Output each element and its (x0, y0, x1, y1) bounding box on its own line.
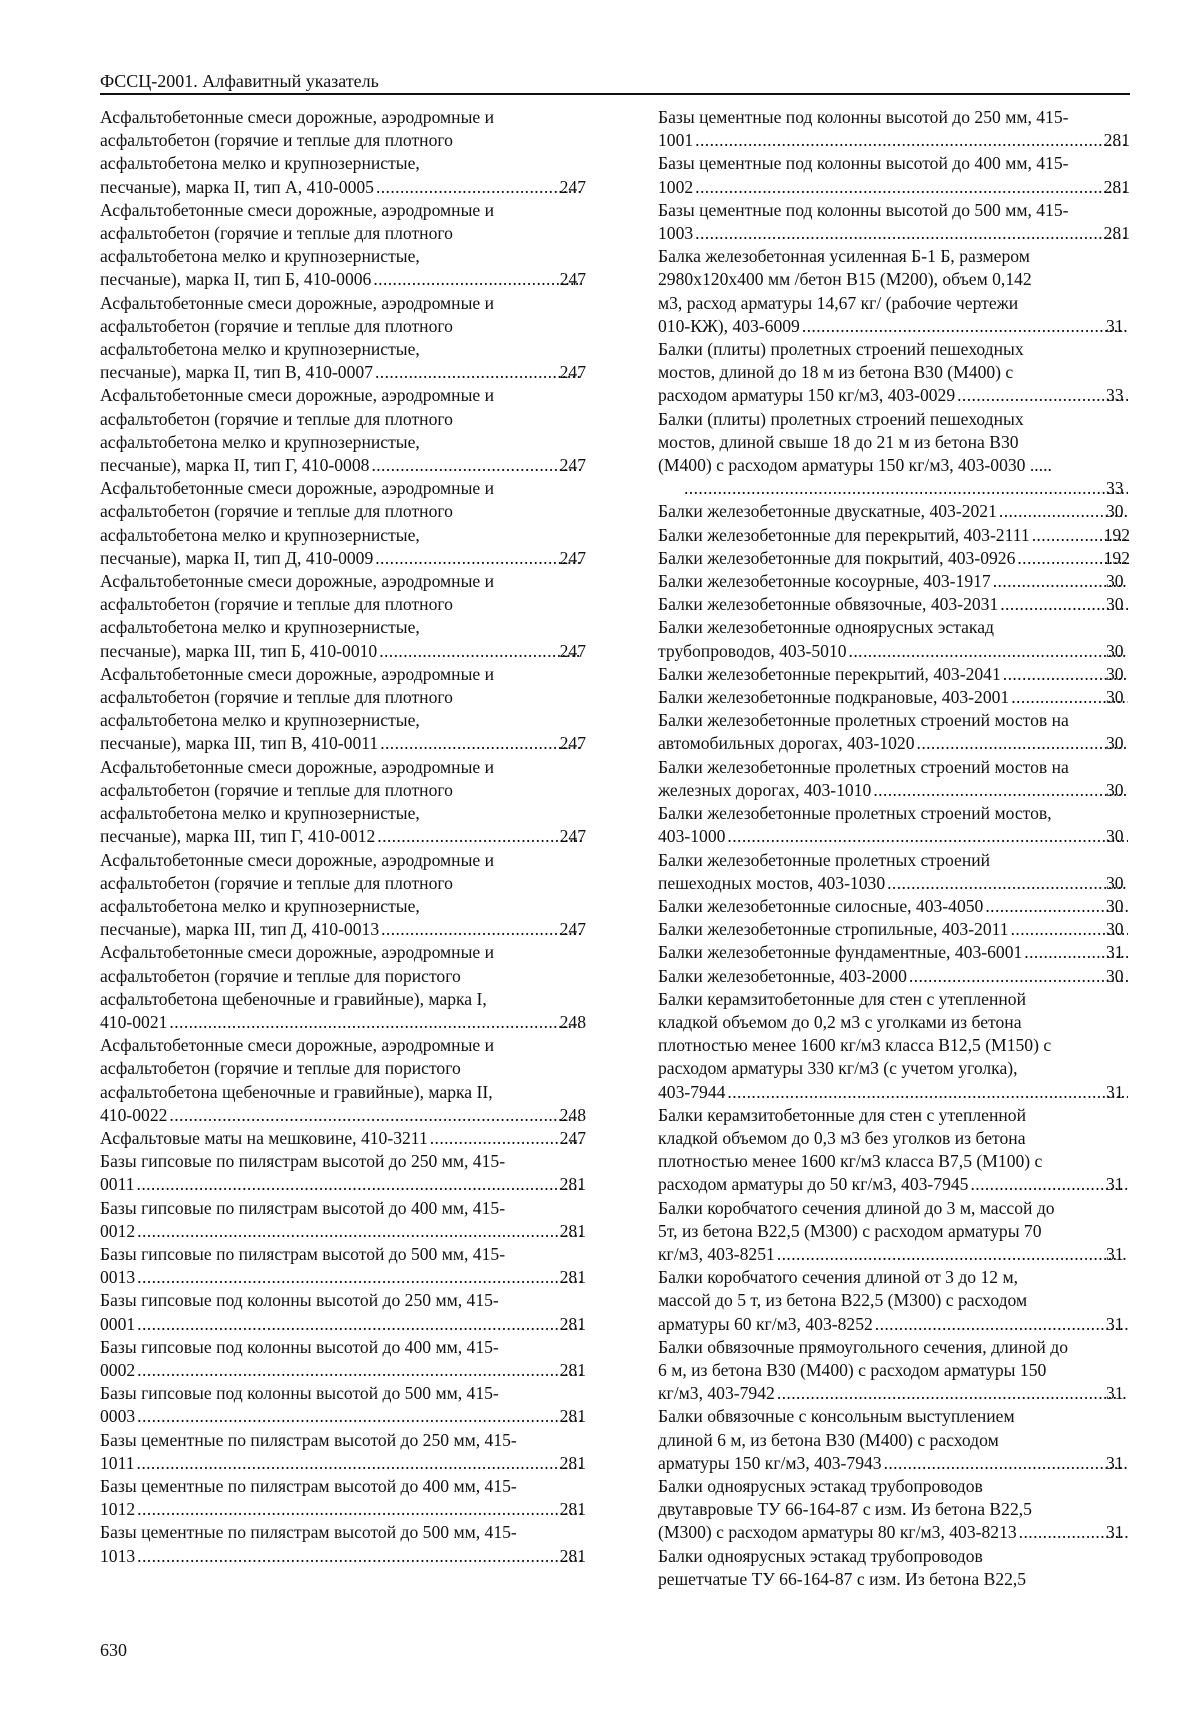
index-entry: Балки керамзитобетонные для стен с утепленной кладкой объемом до 0,2 м3 с уголками из бетона плотностью менее 1600 кг/м3 класса В12,5 (М150) с расходом арматуры 330 кг/м3 (с учетом уголка), 403-7944 . . . 31 (658, 988, 1130, 1104)
index-entry: Балки обвязочные прямоугольного сечения, длиной до 6 м, из бетона В30 (М400) с расходом арматуры 150 кг/м3, 403-7942 . . . 31 (658, 1336, 1130, 1406)
entry-text: 403-1000 (658, 826, 726, 847)
entry-text: 5т, из бетона В22,5 (М300) с расходом арматуры 70 (658, 1220, 1042, 1241)
entry-text: Базы гипсовые по пилястрам высотой до 400 мм, 415- (100, 1197, 506, 1218)
dot-leader (137, 1359, 581, 1382)
dot-leader (970, 1173, 1128, 1196)
entry-text: песчаные), марка II, тип А, 410-0005 (100, 176, 374, 197)
entry-text: Балки одноярусных эстакад трубопроводов (658, 1475, 983, 1496)
entry-text: 0013 (100, 1267, 136, 1288)
entry-text: асфальтобетона мелко и крупнозернистые, (100, 339, 420, 360)
entry-text: Балки железобетонные пролетных строений мостов на (658, 710, 1069, 731)
entry-text: Асфальтобетонные смеси дорожные, аэродромные и (100, 756, 495, 777)
entry-text: песчаные), марка II, тип В, 410-0007 (100, 362, 373, 383)
entry-text: длиной 6 м, из бетона В30 (М400) с расходом (658, 1429, 999, 1450)
dot-leader (137, 1405, 581, 1428)
entry-text: песчаные), марка II, тип Г, 410-0008 (100, 455, 370, 476)
entry-text: Базы гипсовые под колонны высотой до 250 мм, 415- (100, 1290, 499, 1311)
index-entry (100, 1429, 586, 1475)
entry-text: Асфальтобетонные смеси дорожные, аэродромные и (100, 292, 495, 313)
entry-text: Балка железобетонная усиленная Б-1 Б, размером (658, 246, 1030, 267)
entry-page-number: 281 (559, 1499, 586, 1520)
entry-text: 1003 (658, 223, 694, 244)
entry-text: 410-0022 (100, 1104, 168, 1125)
index-entry: Балки железобетонные одноярусных эстакад трубопроводов, 403-5010 . . . 30 (658, 616, 1130, 662)
dot-leader (381, 918, 581, 941)
index-entry: Балки железобетонные пролетных строений пешеходных мостов, 403-1030 . . . 30 (658, 849, 1130, 895)
entry-text: 2980х120х400 мм /бетон В15 (М200), объем 0,142 (658, 269, 1032, 290)
index-entry (100, 1127, 586, 1150)
entry-text: 6 м, из бетона В30 (М400) с расходом арматуры 150 (658, 1359, 1047, 1380)
entry-text: асфальтобетон (горячие и теплые для плотного (100, 779, 453, 800)
index-entry (658, 106, 1130, 152)
entry-text: 1001 (658, 130, 694, 151)
entry-text: Балки железобетонные косоурные, 403-1917 (658, 571, 991, 592)
entry-text: Асфальтобетонные смеси дорожные, аэродромные и (100, 478, 495, 499)
dot-leader (137, 1313, 581, 1336)
entry-text: асфальтобетон (горячие и теплые для плотного (100, 315, 453, 336)
entry-text: Балки железобетонные пролетных строений мостов, (658, 803, 1052, 824)
entry-text: асфальтобетона мелко и крупнозернистые, (100, 246, 420, 267)
dot-leader (875, 1313, 1128, 1336)
entry-text: асфальтобетона щебеночные и гравийные), марка II, (100, 1081, 493, 1102)
index-entry (100, 756, 586, 849)
entry-text: кг/м3, 403-7942 (658, 1383, 775, 1404)
entry-text: 1002 (658, 176, 694, 197)
index-entry (100, 199, 586, 292)
dot-leader (169, 1104, 581, 1127)
dot-leader (373, 268, 581, 291)
entry-text: трубопроводов, 403-5010 (658, 640, 847, 661)
index-entry: Балки коробчатого сечения длиной от 3 до 12 м, массой до 5 т, из бетона В22,5 (М300) с расходом арматуры 60 кг/м3, 403-8252 . . . 31 (658, 1266, 1130, 1336)
entry-text: Балки железобетонные, 403-2000 (658, 965, 907, 986)
index-entry (100, 477, 586, 570)
entry-text: Балки (плиты) пролетных строений пешеходных (658, 408, 1024, 429)
dot-leader (727, 1081, 1128, 1104)
entry-page-number: 281 (559, 1220, 586, 1241)
index-entry (100, 570, 586, 663)
entry-text: Асфальтобетонные смеси дорожные, аэродромные и (100, 107, 495, 127)
dot-leader (909, 965, 1128, 988)
entry-page-number: 247 (559, 362, 586, 383)
entry-text: Балки железобетонные двускатные, 403-2021 (658, 501, 997, 522)
dot-leader (377, 825, 581, 848)
entry-text: асфальтобетон (горячие и теплые для плотного (100, 501, 453, 522)
dot-leader (727, 825, 1128, 848)
dot-leader (887, 872, 1128, 895)
dot-leader (137, 1173, 582, 1196)
dot-leader (802, 315, 1128, 338)
index-entry: Балки железобетонные фундаментные, 403-6001 . . . 31 (658, 941, 1130, 964)
index-entry: Балки железобетонные перекрытий, 403-2041 . . . 30 (658, 663, 1130, 686)
index-entry: Балки обвязочные с консольным выступлением длиной 6 м, из бетона В30 (М400) с расходом арматуры 150 кг/м3, 403-7943 . . . 31 (658, 1405, 1130, 1475)
index-entry: Балки железобетонные пролетных строений мостов на автомобильных дорогах, 403-1020 . . . 30 (658, 709, 1130, 755)
entry-text: Балки железобетонные силосные, 403-4050 (658, 895, 984, 916)
index-entry (658, 199, 1130, 245)
index-entry: Балка железобетонная усиленная Б-1 Б, размером 2980х120х400 мм /бетон В15 (М200), объем 0,142 м3, расход арматуры 14,67 кг/ (рабочие чертежи 010-КЖ), 403-6009 . . . 31 (658, 245, 1130, 338)
entry-page-number: 247 (559, 919, 586, 940)
entry-text: кладкой объемом до 0,2 м3 с уголками из бетона (658, 1011, 1022, 1032)
index-entry (100, 849, 586, 942)
index-entry: Балки керамзитобетонные для стен с утепленной кладкой объемом до 0,3 м3 без уголков из бетона плотностью менее 1600 кг/м3 класса В7,5 (М100) с расходом арматуры до 50 кг/м3, 403-7945 . . . 31 (658, 1104, 1130, 1197)
dot-leader (137, 1220, 581, 1243)
index-entry (658, 1545, 1130, 1591)
entry-text: песчаные), марка II, тип Д, 410-0009 (100, 547, 374, 568)
entry-text: асфальтобетона щебеночные и гравийные), марка I, (100, 988, 487, 1009)
entry-text: Базы цементные под колонны высотой до 500 мм, 415- (658, 199, 1069, 220)
index-entry (100, 1289, 586, 1335)
entry-page-number: 281 (559, 1359, 586, 1380)
entry-text: песчаные), марка II, тип Б, 410-0006 (100, 269, 372, 290)
entry-text: асфальтобетон (горячие и теплые для плотного (100, 594, 453, 615)
entry-text: плотностью менее 1600 кг/м3 класса В7,5 (М100) с (658, 1151, 1043, 1172)
entry-text: песчаные), марка III, тип Д, 410-0013 (100, 919, 380, 940)
entry-text: Балки железобетонные обвязочные, 403-2031 (658, 594, 999, 615)
entry-text: Балки железобетонные пролетных строений (658, 849, 991, 870)
index-entry (100, 663, 586, 756)
entry-text: Базы гипсовые по пилястрам высотой до 500 мм, 415- (100, 1243, 506, 1264)
entry-text: Базы цементные по пилястрам высотой до 500 мм, 415- (100, 1522, 517, 1543)
entry-text: асфальтобетон (горячие и теплые для плотного (100, 408, 453, 429)
header-title: ФССЦ-2001. Алфавитный указатель (100, 71, 379, 91)
entry-page-number: 281 (559, 1267, 586, 1288)
entry-page-number: 281 (1103, 130, 1130, 151)
entry-text: Базы цементные по пилястрам высотой до 400 мм, 415- (100, 1475, 517, 1496)
entry-text: асфальтобетона мелко и крупнозернистые, (100, 153, 420, 174)
entry-text: песчаные), марка III, тип В, 410-0011 (100, 733, 379, 754)
index-entry: Балки железобетонные пролетных строений мостов на железных дорогах, 403-1010 . . . 30 (658, 756, 1130, 802)
entry-text: Балки железобетонные фундаментные, 403-6001 (658, 942, 1023, 963)
index-entry: Балки железобетонные пролетных строений мостов, 403-1000 . . . 30 (658, 802, 1130, 848)
entry-page-number: 248 (559, 1011, 586, 1032)
entry-text: 0003 (100, 1406, 136, 1427)
entry-text: 1011 (100, 1452, 135, 1473)
entry-page-number: 281 (1103, 223, 1130, 244)
dot-leader (957, 384, 1128, 407)
entry-text: Асфальтобетонные смеси дорожные, аэродромные и (100, 1035, 495, 1056)
entry-text: асфальтобетон (горячие и теплые для плотного (100, 687, 453, 708)
dot-leader (917, 732, 1128, 755)
entry-text: 410-0021 (100, 1011, 168, 1032)
index-entry (658, 524, 1130, 547)
index-entry: Балки одноярусных эстакад трубопроводов двутавровые ТУ 66-164-87 с изм. Из бетона В22,5 (М300) с расходом арматуры 80 кг/м3, 403-8213 . . . 31 (658, 1475, 1130, 1545)
entry-text: асфальтобетон (горячие и теплые для плотного (100, 872, 453, 893)
dot-leader (873, 779, 1128, 802)
dot-leader (695, 176, 1125, 199)
entry-text: 1013 (100, 1545, 136, 1566)
entry-text: 0001 (100, 1313, 136, 1334)
entry-text: железных дорогах, 403-1010 (658, 779, 872, 800)
entry-page-number: 281 (559, 1406, 586, 1427)
entry-text: Балки коробчатого сечения длиной от 3 до 12 м, (658, 1267, 1019, 1288)
entry-text: мостов, длиной до 18 м из бетона В30 (М400) с (658, 362, 1014, 383)
index-entry (100, 292, 586, 385)
entry-text: расходом арматуры до 50 кг/м3, 403-7945 (658, 1174, 969, 1195)
entry-text: плотностью менее 1600 кг/м3 класса В12,5 (М150) с (658, 1035, 1052, 1056)
index-entry: Балки железобетонные силосные, 403-4050 . . . 30 (658, 895, 1130, 918)
entry-text: Балки обвязочные с консольным выступлением (658, 1406, 1015, 1427)
entry-text: Балки обвязочные прямоугольного сечения, длиной до (658, 1336, 1068, 1357)
dot-leader (849, 640, 1128, 663)
entry-text: Базы гипсовые под колонны высотой до 500 мм, 415- (100, 1383, 499, 1404)
entry-page-number: 247 (559, 733, 586, 754)
entry-text: Базы гипсовые по пилястрам высотой до 250 мм, 415- (100, 1151, 506, 1172)
entry-page-number: 281 (1103, 176, 1130, 197)
index-entry (100, 106, 586, 199)
entry-text: автомобильных дорогах, 403-1020 (658, 733, 915, 754)
entry-page-number: 247 (559, 826, 586, 847)
entry-text: Балки железобетонные перекрытий, 403-2041 (658, 663, 1001, 684)
page-number: 630 (100, 1640, 127, 1660)
entry-text: Асфальтобетонные смеси дорожные, аэродромные и (100, 663, 495, 684)
entry-text: кладкой объемом до 0,3 м3 без уголков из бетона (658, 1127, 1026, 1148)
page-header (100, 70, 1130, 95)
dot-leader (430, 1127, 582, 1150)
entry-text: пешеходных мостов, 403-1030 (658, 872, 886, 893)
entry-text: Балки железобетонные подкрановые, 403-2001 (658, 687, 1010, 708)
dot-leader (375, 361, 582, 384)
entry-text: 0002 (100, 1359, 136, 1380)
dot-leader (137, 1266, 581, 1289)
entry-text: Асфальтовые маты на мешковине, 410-3211 (100, 1127, 428, 1148)
dot-leader (695, 222, 1125, 245)
index-entry (100, 1336, 586, 1382)
index-entry (100, 941, 586, 1034)
entry-text: асфальтобетон (горячие и теплые для пористого (100, 1058, 461, 1079)
entry-text: Балки железобетонные пролетных строений мостов на (658, 756, 1069, 777)
entry-text: Базы цементные под колонны высотой до 250 мм, 415- (658, 107, 1069, 127)
dot-leader (380, 732, 581, 755)
entry-text: песчаные), марка III, тип Б, 410-0010 (100, 640, 378, 661)
dot-leader (777, 1382, 1128, 1405)
entry-page-number: 247 (559, 547, 586, 568)
index-entry (100, 384, 586, 477)
entry-page-number: 247 (559, 269, 586, 290)
entry-text: 0011 (100, 1174, 135, 1195)
entry-text: асфальтобетона мелко и крупнозернистые, (100, 803, 420, 824)
index-entry (100, 1382, 586, 1428)
index-entry (100, 1150, 586, 1196)
entry-text: Балки железобетонные для перекрытий, 403-2111 (658, 524, 1030, 545)
entry-page-number: 247 (559, 640, 586, 661)
entry-page-number: 281 (559, 1545, 586, 1566)
entry-text: песчаные), марка III, тип Г, 410-0012 (100, 826, 376, 847)
entry-text: асфальтобетон (горячие и теплые для пористого (100, 965, 461, 986)
index-entry: Балки (плиты) пролетных строений пешеходных мостов, длиной свыше 18 до 21 м из бетона В30 (М400) с расходом арматуры 150 кг/м3, 403-0030 ..... . . . 33 (658, 408, 1130, 501)
entry-text: м3, расход арматуры 14,67 кг/ (рабочие чертежи (658, 292, 1019, 313)
index-entry: Балки (плиты) пролетных строений пешеходных мостов, длиной до 18 м из бетона В30 (М400) с расходом арматуры 150 кг/м3, 403-0029 . . . 33 (658, 338, 1130, 408)
entry-text: арматуры 150 кг/м3, 403-7943 (658, 1452, 882, 1473)
entry-text: Асфальтобетонные смеси дорожные, аэродромные и (100, 942, 495, 963)
index-entry (100, 1475, 586, 1521)
entry-text: 010-КЖ), 403-6009 (658, 315, 800, 336)
entry-text: Балки железобетонные стропильные, 403-2011 (658, 919, 1009, 940)
entry-text: массой до 5 т, из бетона В22,5 (М300) с расходом (658, 1290, 1028, 1311)
index-entry (658, 152, 1130, 198)
entry-text: Балки керамзитобетонные для стен с утепленной (658, 1104, 1027, 1125)
entry-page-number: 247 (559, 176, 586, 197)
dot-leader (376, 176, 582, 199)
entry-text: Балки керамзитобетонные для стен с утепленной (658, 988, 1027, 1009)
entry-text: асфальтобетона мелко и крупнозернистые, (100, 895, 420, 916)
dot-leader (375, 547, 581, 570)
dot-leader (884, 1452, 1128, 1475)
index-entry: Балки железобетонные косоурные, 403-1917 . . . 30 (658, 570, 1130, 593)
entry-text: расходом арматуры 330 кг/м3 (с учетом уголка), (658, 1058, 1018, 1079)
entry-text: арматуры 60 кг/м3, 403-8252 (658, 1313, 873, 1334)
entry-text: Балки одноярусных эстакад трубопроводов (658, 1545, 983, 1566)
entry-text: расходом арматуры 150 кг/м3, 403-0029 (658, 385, 956, 406)
dot-leader (137, 1452, 582, 1475)
entry-page-number: 281 (559, 1174, 586, 1195)
entry-text: Балки железобетонные одноярусных эстакад (658, 617, 994, 638)
index-column-right (658, 106, 1130, 1591)
entry-text: кг/м3, 403-8251 (658, 1243, 775, 1264)
index-entry: Балки железобетонные подкрановые, 403-2001 . . . 30 (658, 686, 1130, 709)
entry-text: Асфальтобетонные смеси дорожные, аэродромные и (100, 849, 495, 870)
index-entry (100, 1521, 586, 1567)
entry-text: 0012 (100, 1220, 136, 1241)
entry-text: Асфальтобетонные смеси дорожные, аэродромные и (100, 571, 495, 592)
entry-page-number: 281 (559, 1313, 586, 1334)
index-entry: Балки железобетонные двускатные, 403-2021 . . . 30 (658, 500, 1130, 523)
entry-text: Асфальтобетонные смеси дорожные, аэродромные и (100, 199, 495, 220)
index-entry: Балки железобетонные, 403-2000 . . . 30 (658, 965, 1130, 988)
entry-text: (М400) с расходом арматуры 150 кг/м3, 403-0030 ..... (658, 455, 1052, 476)
entry-text: асфальтобетон (горячие и теплые для плотного (100, 223, 453, 244)
entry-page-number: 281 (559, 1452, 586, 1473)
entry-text: решетчатые ТУ 66-164-87 с изм. Из бетона В22,5 (658, 1568, 1027, 1589)
index-entry (100, 1243, 586, 1289)
entry-text: двутавровые ТУ 66-164-87 с изм. Из бетона В22,5 (658, 1499, 1032, 1520)
entry-text: асфальтобетона мелко и крупнозернистые, (100, 431, 420, 452)
dot-leader (684, 477, 1128, 500)
entry-text: асфальтобетона мелко и крупнозернистые, (100, 710, 420, 731)
entry-page-number: 192 (1103, 524, 1130, 545)
entry-page-number: 247 (559, 455, 586, 476)
entry-text: асфальтобетона мелко и крупнозернистые, (100, 617, 420, 638)
entry-page-number: 248 (559, 1104, 586, 1125)
entry-text: Балки (плиты) пролетных строений пешеходных (658, 339, 1024, 360)
entry-text: Асфальтобетонные смеси дорожные, аэродромные и (100, 385, 495, 406)
index-entry: Балки коробчатого сечения длиной до 3 м, массой до 5т, из бетона В22,5 (М300) с расходом арматуры 70 кг/м3, 403-8251 . . . 31 (658, 1197, 1130, 1267)
entry-text: Базы гипсовые под колонны высотой до 400 мм, 415- (100, 1336, 499, 1357)
dot-leader (137, 1545, 581, 1568)
entry-page-number: 247 (559, 1127, 586, 1148)
entry-text: Балки коробчатого сечения длиной до 3 м, массой до (658, 1197, 1055, 1218)
entry-page-number: 192 (1103, 547, 1130, 568)
dot-leader (695, 129, 1125, 152)
index-column-left (100, 106, 586, 1568)
dot-leader (169, 1011, 581, 1034)
dot-leader (371, 454, 581, 477)
entry-text: 1012 (100, 1499, 136, 1520)
index-entry: Балки железобетонные стропильные, 403-2011 . . . 30 (658, 918, 1130, 941)
dot-leader (777, 1243, 1128, 1266)
index-entry (100, 1197, 586, 1243)
dot-leader (137, 1498, 581, 1521)
dot-leader (379, 640, 581, 663)
index-entry (100, 1034, 586, 1127)
entry-text: Базы цементные по пилястрам высотой до 250 мм, 415- (100, 1429, 517, 1450)
entry-text: асфальтобетона мелко и крупнозернистые, (100, 524, 420, 545)
entry-text: асфальтобетон (горячие и теплые для плотного (100, 130, 453, 151)
entry-text: мостов, длиной свыше 18 до 21 м из бетона В30 (658, 431, 1019, 452)
entry-text: (М300) с расходом арматуры 80 кг/м3, 403-8213 (658, 1522, 1017, 1543)
index-entry: Балки железобетонные обвязочные, 403-2031 . . . 30 (658, 593, 1130, 616)
index-entry (658, 547, 1130, 570)
entry-text: 403-7944 (658, 1081, 726, 1102)
entry-text: Базы цементные под колонны высотой до 400 мм, 415- (658, 153, 1069, 174)
entry-text: Балки железобетонные для покрытий, 403-0926 (658, 547, 1016, 568)
